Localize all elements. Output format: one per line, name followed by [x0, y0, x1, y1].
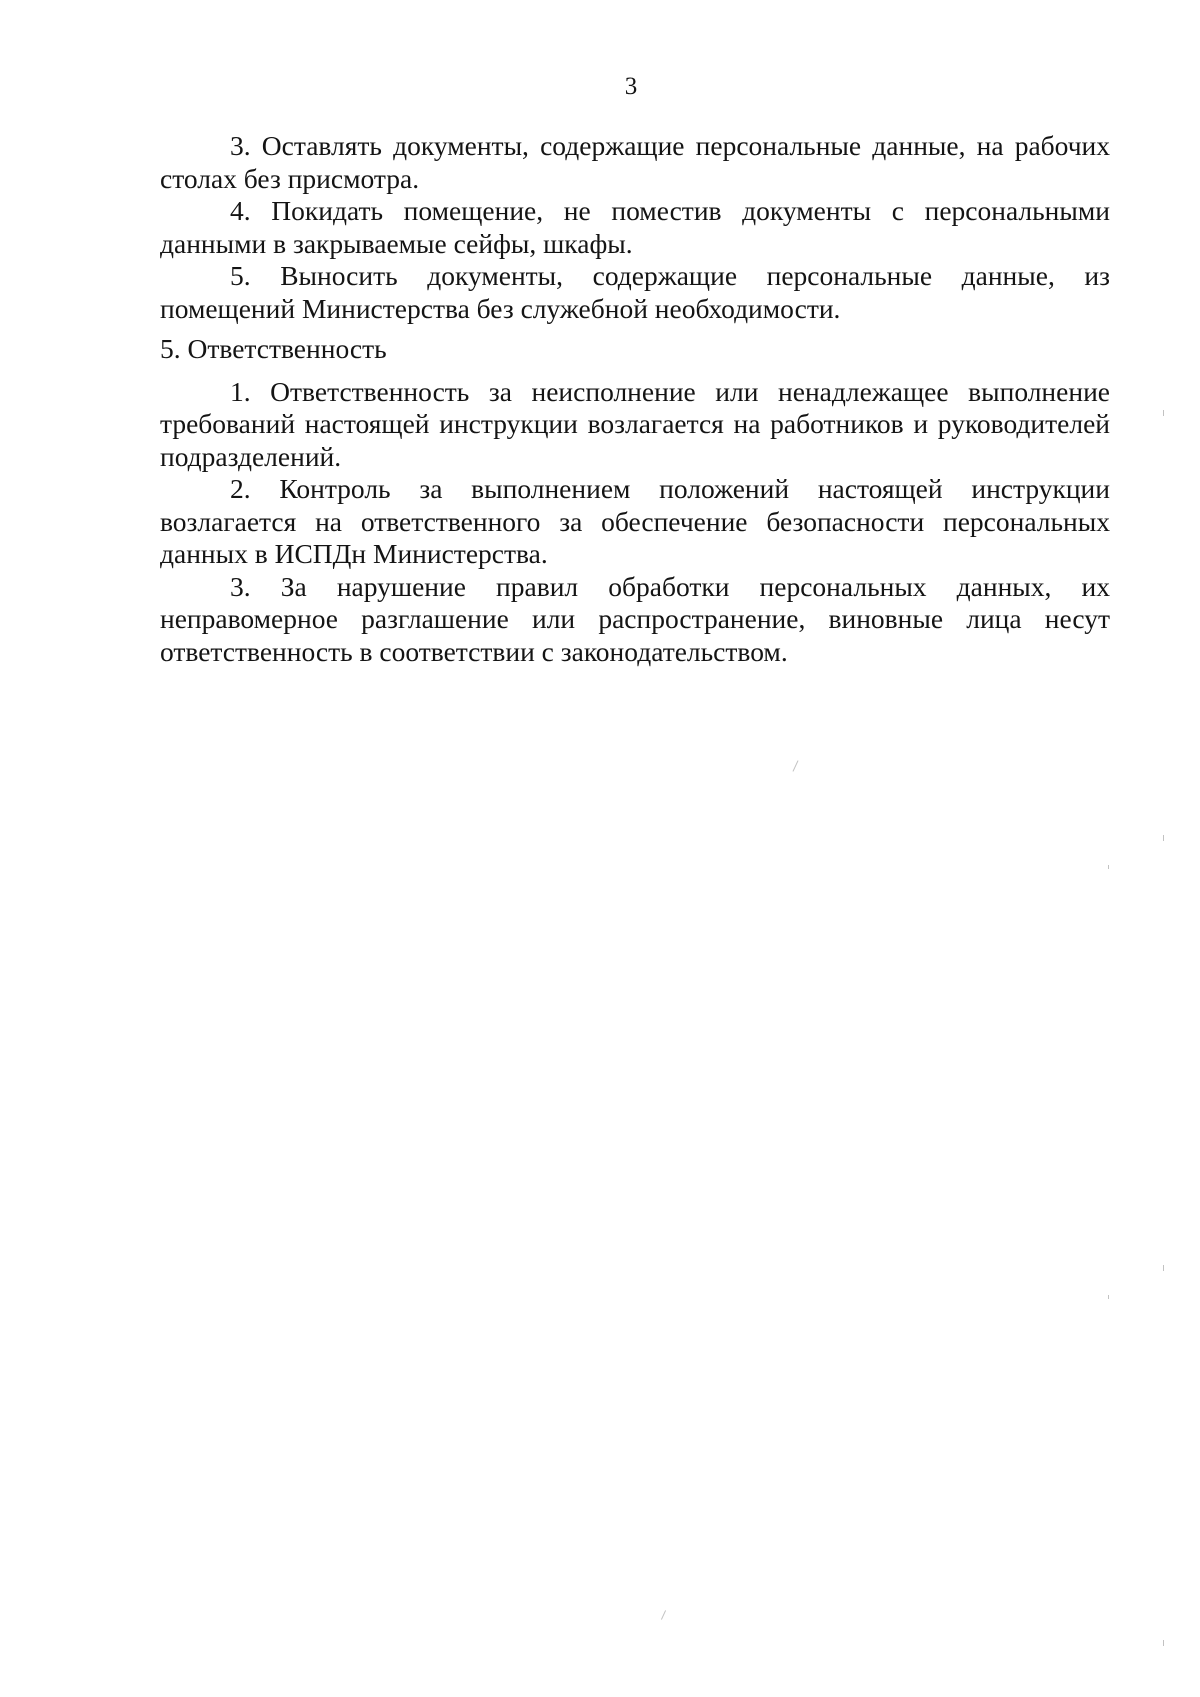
list-item-responsibility-non-compliance: 1. Ответственность за неисполнение или ненадлежащее выполнение требований настоящей инструкции возлагается на работников и руководителей подразделений.: [160, 375, 1110, 472]
scan-speck: [1108, 1295, 1109, 1299]
scan-speck: [1163, 1265, 1164, 1271]
list-item-leave-documents-unattended: 3. Оставлять документы, содержащие персональные данные, на рабочих столах без присмотра.: [160, 130, 1110, 194]
list-item-violation-liability: 3. За нарушение правил обработки персональных данных, их неправомерное разглашение или распространение, виновные лица несут ответственность в соответствии с законодательством.: [160, 570, 1110, 667]
scan-speck: [1163, 835, 1164, 841]
scan-speck: [1163, 410, 1164, 416]
page-number: 3: [624, 73, 638, 100]
scan-speck: [1108, 865, 1109, 869]
list-item-leave-room: 4. Покидать помещение, не поместив документы с персональными данными в закрываемые сейфы, шкафы.: [160, 195, 1110, 259]
section-heading-responsibility: 5. Ответственность: [160, 333, 387, 364]
scan-speck: [793, 760, 799, 771]
list-item-remove-documents: 5. Выносить документы, содержащие персональные данные, из помещений Министерства без служебной необходимости.: [160, 260, 1110, 324]
document-body: [160, 130, 1110, 668]
scan-speck: [1163, 1640, 1164, 1646]
scan-speck: [661, 1610, 666, 1619]
list-item-control-duty: 2. Контроль за выполнением положений настоящей инструкции возлагается на ответственного за обеспечение безопасности персональных данных в ИСПДн Министерства.: [160, 473, 1110, 569]
